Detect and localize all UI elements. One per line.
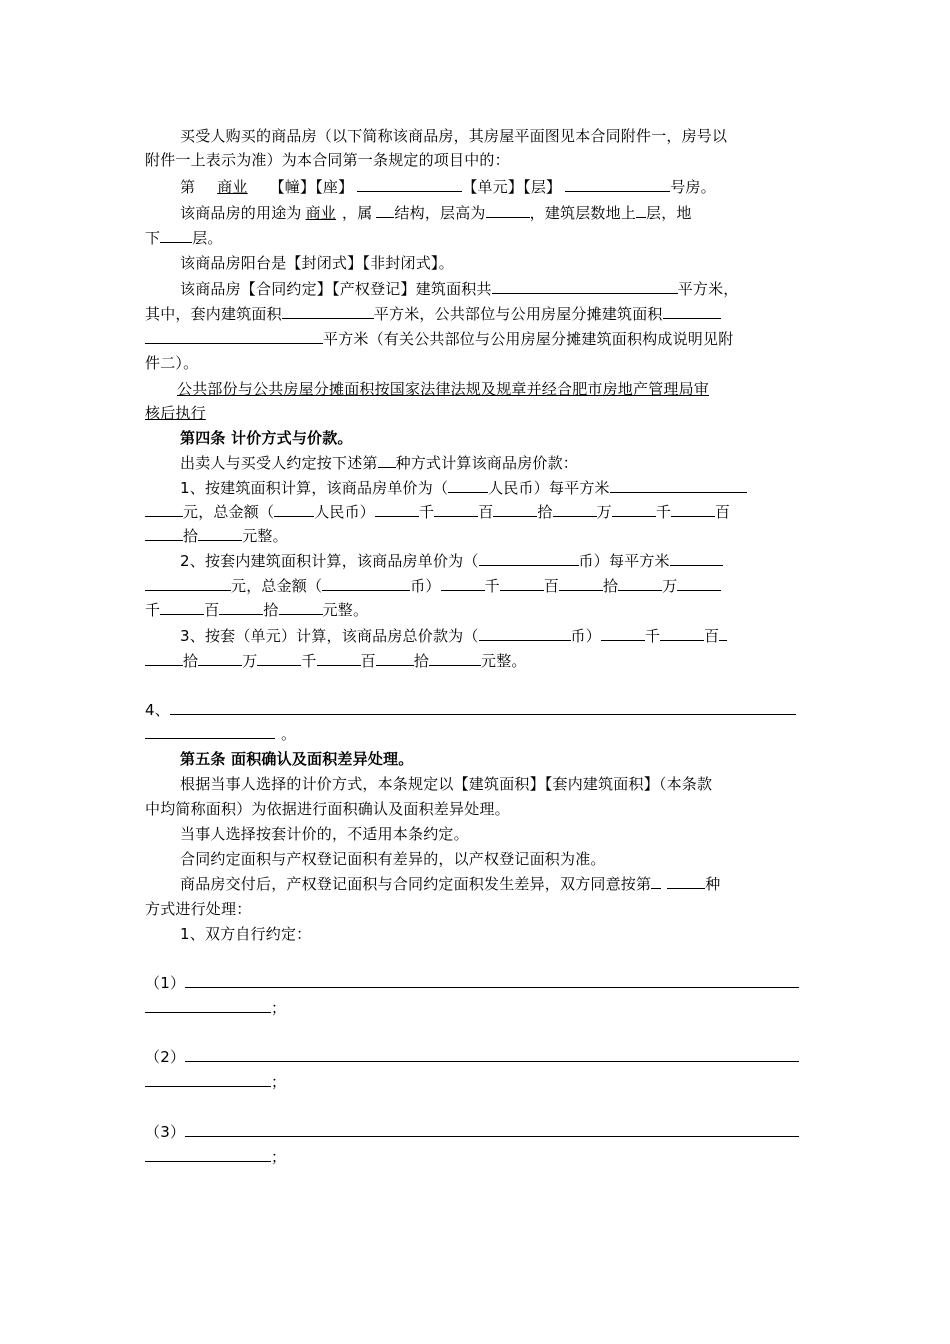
blank-field[interactable] (145, 525, 183, 541)
item-2-line2 (145, 1070, 805, 1094)
unit-text: 千 (145, 601, 161, 619)
blank-field[interactable] (493, 501, 537, 517)
s5-p1-line2 (145, 797, 805, 821)
text: 当事人选择按套计价的，不适用本条约定。 (180, 825, 469, 843)
text: 中均简称面积）为依据进行面积确认及面积差异处理。 (145, 800, 510, 818)
blank-field[interactable] (601, 625, 645, 641)
m2-line1 (145, 549, 805, 573)
area-line1 (145, 277, 805, 301)
blank-field[interactable] (357, 176, 462, 192)
m3-line2 (145, 649, 805, 673)
text: ，建筑层数地上 (529, 204, 637, 222)
section4-heading (145, 426, 805, 450)
item-3-line2 (145, 1145, 805, 1169)
blank-field[interactable] (677, 575, 721, 591)
unit-text: 万 (242, 652, 258, 670)
blank-field[interactable] (145, 501, 183, 517)
text: 层，地 (646, 204, 692, 222)
text: 元整。 (481, 652, 527, 670)
blank-field[interactable] (198, 650, 242, 666)
item-label: （1） (145, 974, 186, 992)
text: 买受人购买的商品房（以下简称该商品房，其房屋平面图见本合同附件一，房号以 (180, 127, 728, 145)
item-label: （3） (145, 1123, 186, 1141)
text: 元，总金额（ (183, 503, 275, 521)
text: 【单元】【层】 (462, 178, 562, 196)
item-2-line1 (145, 1045, 805, 1069)
m1-line2 (145, 500, 805, 524)
text: 其中，套内建筑面积 (145, 305, 282, 323)
text: 平方米， (677, 280, 739, 298)
blank-field[interactable] (479, 625, 571, 641)
blank-field[interactable] (317, 650, 361, 666)
blank-field[interactable] (375, 501, 419, 517)
s5-opt1 (145, 922, 805, 946)
unit-line (145, 175, 805, 199)
note-line2 (145, 401, 805, 425)
blank-field[interactable] (651, 873, 661, 889)
blank-field[interactable] (429, 650, 481, 666)
text: 元整。 (322, 601, 369, 619)
blank-field[interactable] (670, 550, 723, 566)
blank-field[interactable] (145, 723, 275, 739)
text: 种方式计算该商品房价款： (395, 454, 579, 472)
use-line2 (145, 226, 805, 250)
m1-line1 (145, 476, 805, 500)
blank-field[interactable] (636, 202, 646, 218)
blank-field[interactable] (663, 303, 721, 319)
text: 下 (145, 229, 161, 247)
blank-field[interactable] (279, 599, 323, 615)
text: 该商品房阳台是【封闭式】【非封闭式】。 (180, 254, 454, 272)
balcony-line (145, 251, 805, 275)
unit-text: 百 (478, 503, 494, 521)
item-1-line1 (145, 971, 805, 995)
m4-line1 (145, 698, 805, 722)
blank-field[interactable] (185, 972, 799, 988)
unit-text: 千 (301, 652, 317, 670)
m2-line3 (145, 598, 805, 622)
para-intro-line1 (145, 124, 805, 148)
text: 种 (705, 875, 721, 893)
blank-field[interactable] (257, 650, 301, 666)
text: 根据当事人选择的计价方式，本条规定以【建筑面积】【套内建筑面积】（本条款 (180, 775, 713, 793)
unit-text: 拾 (413, 652, 430, 670)
blank-field[interactable] (170, 699, 796, 715)
text: 件二）。 (145, 354, 199, 372)
blank-field[interactable] (160, 599, 204, 615)
blank-field[interactable] (667, 873, 705, 889)
unit-text: 百 (204, 601, 220, 619)
text: 1、按建筑面积计算，该商品房单价为（ (180, 479, 449, 497)
heading-text: 第五条 面积确认及面积差异处理。 (180, 750, 414, 768)
item-3-line1 (145, 1120, 805, 1144)
unit-text: 百 (715, 503, 731, 521)
text: 该商品房的用途为 (180, 204, 302, 222)
text: 结构，层高为 (394, 204, 486, 222)
text: ； (271, 999, 287, 1017)
blank-field[interactable] (660, 625, 704, 641)
blank-field[interactable] (492, 278, 678, 294)
text: 【幢】【座】 (269, 178, 354, 196)
m4-line2 (145, 722, 805, 746)
unit-text: 万 (596, 503, 612, 521)
note-text: 公共部份与公共房屋分摊面积按国家法律法规及规章并经合肥市房地产管理局审 (177, 380, 710, 398)
text: 方式进行处理： (145, 900, 252, 918)
unit-text: 千 (419, 503, 435, 521)
unit-text: 百 (543, 577, 560, 595)
text: ，属 (342, 204, 373, 222)
heading-text: 第四条 计价方式与价款。 (180, 429, 353, 447)
s5-p2 (145, 822, 805, 846)
unit-text: 百 (704, 627, 720, 645)
text: 币） (410, 577, 441, 595)
item-label: （2） (145, 1048, 186, 1066)
area-line4 (145, 351, 805, 375)
blank-field[interactable] (282, 303, 374, 319)
blank-field[interactable] (322, 575, 410, 591)
text: 4、 (145, 701, 170, 719)
blank-field[interactable] (612, 501, 656, 517)
blank-field[interactable] (719, 625, 727, 641)
text: 人民币） (314, 503, 376, 521)
s5-p1-line1 (145, 772, 805, 796)
blank-field[interactable] (500, 575, 544, 591)
blank-field[interactable] (559, 575, 603, 591)
blank-field[interactable] (145, 328, 323, 344)
blank-field[interactable] (479, 550, 579, 566)
text: 合同约定面积与产权登记面积有差异的，以产权登记面积为准。 (180, 850, 606, 868)
blank-field[interactable] (198, 525, 242, 541)
text: 。 (281, 725, 297, 743)
s5-p4-line1 (145, 872, 805, 896)
blank-field[interactable] (434, 501, 478, 517)
unit-text: 拾 (183, 652, 199, 670)
text: 平方米，公共部位与公用房屋分摊建筑面积 (373, 305, 663, 323)
section5-heading (145, 747, 805, 771)
unit-text: 万 (662, 577, 678, 595)
text: 层。 (192, 229, 223, 247)
text: 2、按套内建筑面积计算，该商品房单价为（ (180, 552, 479, 570)
blank-field[interactable] (185, 1121, 799, 1137)
text: 元，总金额（ (231, 577, 323, 595)
text: ； (271, 1148, 287, 1166)
m3-line1 (145, 624, 805, 648)
text: 平方米（有关公共部位与公用房屋分摊建筑面积构成说明见附 (323, 330, 734, 348)
blank-field[interactable] (160, 227, 192, 243)
blank-field[interactable] (274, 501, 314, 517)
use-value: 商业 (305, 204, 337, 222)
unit-text: 拾 (603, 577, 619, 595)
text: 币） (570, 627, 601, 645)
blank-field[interactable] (618, 575, 662, 591)
text: 1、双方自行约定： (180, 925, 312, 943)
blank-field[interactable] (145, 997, 271, 1013)
note-text: 核后执行 (145, 404, 206, 422)
text: 附件一上表示为准）为本合同第一条规定的项目中的： (145, 151, 510, 169)
blank-field[interactable] (145, 1146, 271, 1162)
blank-field[interactable] (219, 599, 263, 615)
para-intro-line2 (145, 148, 805, 172)
text: 商品房交付后，产权登记面积与合同约定面积发生差异，双方同意按第 (180, 875, 652, 893)
s4-intro (145, 451, 805, 475)
blank-field[interactable] (376, 202, 394, 218)
area-line3 (145, 327, 805, 351)
blank-field[interactable] (671, 501, 715, 517)
blank-field[interactable] (145, 650, 183, 666)
blank-field[interactable] (376, 650, 414, 666)
text: 3、按套（单元）计算，该商品房总价款为（ (180, 627, 479, 645)
s5-p4-line2 (145, 897, 805, 921)
unit-text: 拾 (263, 601, 279, 619)
blank-field[interactable] (610, 477, 747, 493)
text: 号房。 (670, 178, 716, 196)
blank-field[interactable] (553, 501, 597, 517)
area-line2 (145, 302, 805, 326)
blank-field[interactable] (145, 575, 231, 591)
unit-text: 拾 (537, 503, 553, 521)
unit-text: 千 (484, 577, 500, 595)
blank-field[interactable] (441, 575, 485, 591)
blank-field[interactable] (378, 452, 396, 468)
m2-line2 (145, 574, 805, 598)
item-1-line2 (145, 996, 805, 1020)
unit-text: 百 (360, 652, 376, 670)
blank-field[interactable] (145, 1071, 271, 1087)
use-line (145, 201, 805, 225)
unit-text: 拾 (183, 527, 199, 545)
text: 该商品房【合同约定】【产权登记】建筑面积共 (180, 280, 492, 298)
note-line1 (145, 377, 805, 401)
unit-text: 千 (655, 503, 672, 521)
text: 出卖人与买受人约定按下述第 (180, 454, 378, 472)
text: 元整。 (242, 527, 288, 545)
text: ； (271, 1073, 287, 1091)
text: 第 (180, 178, 196, 196)
text: 币）每平方米 (578, 552, 670, 570)
m1-line3 (145, 524, 805, 548)
text: 人民币）每平方米 (488, 479, 610, 497)
unit-value: 商业 (217, 178, 248, 196)
s5-p3 (145, 847, 805, 871)
blank-field[interactable] (448, 477, 488, 493)
unit-text: 千 (644, 627, 661, 645)
blank-field[interactable] (185, 1046, 799, 1062)
blank-field[interactable] (565, 176, 670, 192)
blank-field[interactable] (486, 202, 530, 218)
